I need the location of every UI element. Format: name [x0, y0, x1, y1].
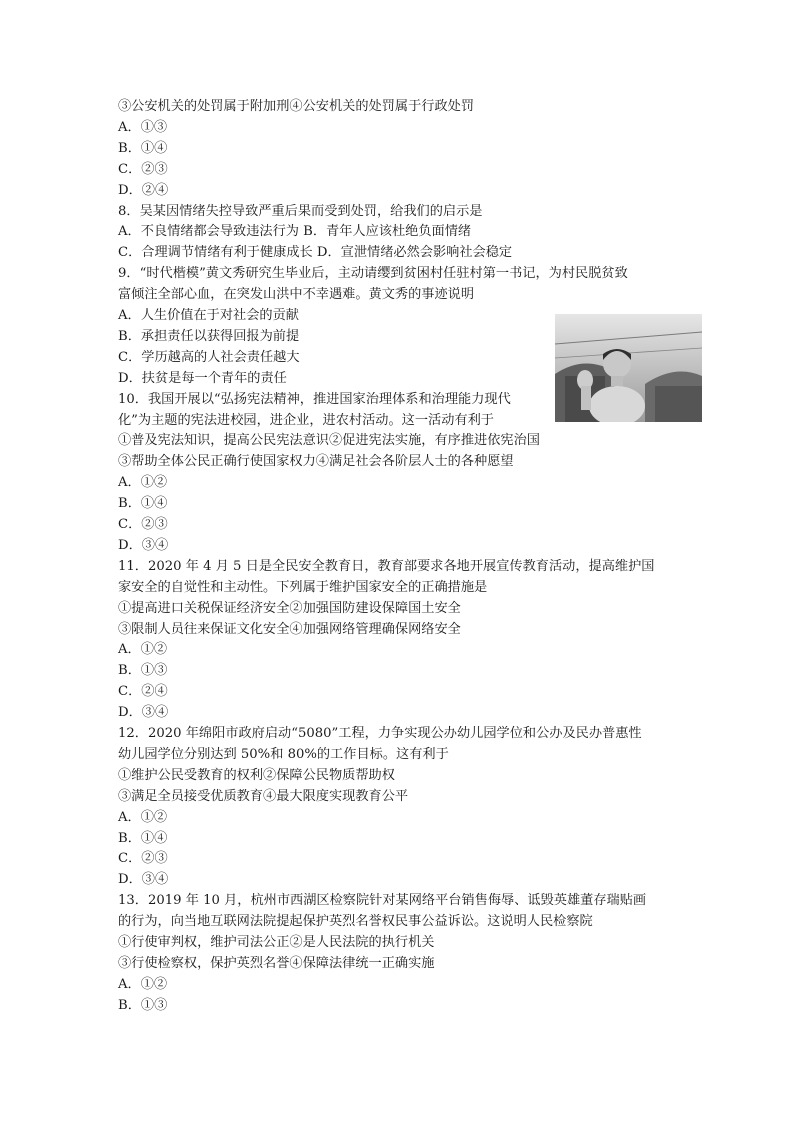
text-line: ③公安机关的处罚属于附加刑④公安机关的处罚属于行政处罚	[118, 99, 475, 114]
text-line: ③行使检察权，保护英烈名誉④保障法律统一正确实施	[118, 955, 435, 971]
text-line: C．学历越高的人社会责任越大	[118, 349, 300, 365]
text-line: C．②③	[118, 161, 168, 177]
text-line: D．②④	[118, 182, 169, 198]
text-line: C．②④	[118, 684, 168, 700]
text-line: 13．2019 年 10 月，杭州市西湖区检察院针对某网络平台销售侮辱、诋毁英雄董存瑞贴画	[118, 893, 647, 909]
text-line: B．①④	[118, 496, 168, 512]
text-line: A．不良情绪都会导致违法行为 B．青年人应该杜绝负面情绪	[118, 224, 472, 240]
text-line: ③帮助全体公民正确行使国家权力④满足社会各阶层人士的各种愿望	[118, 454, 514, 470]
text-line: A．①②	[118, 642, 168, 658]
text-line: A．①③	[118, 119, 168, 135]
text-line: ①维护公民受教育的权利②保障公民物质帮助权	[118, 767, 395, 783]
text-line: A．人生价值在于对社会的贡献	[118, 308, 299, 323]
text-line: 家安全的自觉性和主动性。下列属于维护国家安全的正确措施是	[118, 579, 488, 595]
text-line: 9．“时代楷模”黄文秀研究生毕业后，主动请缨到贫困村任驻村第一书记，为村民脱贫致	[118, 266, 628, 282]
text-line: B．承担责任以获得回报为前提	[118, 328, 300, 344]
text-line: 10．我国开展以“弘扬宪法精神，推进国家治理体系和治理能力现代	[118, 391, 511, 407]
text-line: ③满足全员接受优质教育④最大限度实现教育公平	[118, 788, 409, 804]
text-line: ①行使审判权，维护司法公正②是人民法院的执行机关	[118, 935, 435, 950]
huang-wenxiu-photo	[555, 314, 702, 422]
text-line: ①普及宪法知识，提高公民宪法意识②促进宪法实施，有序推进依宪治国	[118, 433, 540, 449]
text-line: 幼儿园学位分别达到 50%和 80%的工作目标。这有利于	[118, 746, 449, 762]
text-line: 富倾注全部心血，在突发山洪中不幸遇难。黄文秀的事迹说明	[118, 287, 475, 303]
text-line: B．①④	[118, 830, 168, 846]
text-line: D．③④	[118, 537, 169, 553]
text-line: 的行为，向当地互联网法院提起保护英烈名誉权民事公益诉讼。这说明人民检察院	[118, 914, 593, 930]
text-line: D．③④	[118, 705, 169, 721]
text-line: 化”为主题的宪法进校园，进企业，进农村活动。这一活动有利于	[118, 412, 494, 428]
text-line: A．①②	[118, 475, 168, 491]
text-line: 12．2020 年绵阳市政府启动“5080”工程，力争实现公办幼儿园学位和公办及民办普惠性	[118, 726, 642, 741]
text-line: A．①②	[118, 976, 168, 992]
text-line: 11．2020 年 4 月 5 日是全民安全教育日，教育部要求各地开展宣传教育活动，提高维护国	[118, 558, 655, 574]
text-line: A．①②	[118, 809, 168, 825]
text-line: ③限制人员往来保证文化安全④加强网络管理确保网络安全	[118, 621, 461, 637]
text-line: B．①④	[118, 140, 168, 156]
text-line: ①提高进口关税保证经济安全②加强国防建设保障国土安全	[118, 600, 461, 616]
text-line: B．①③	[118, 663, 168, 679]
text-line: C．②③	[118, 517, 168, 532]
text-line: 8．吴某因情绪失控导致严重后果而受到处罚，给我们的启示是	[118, 203, 483, 219]
text-line: D．扶贫是每一个青年的责任	[118, 370, 287, 386]
text-line: B．①③	[118, 997, 168, 1013]
text-line: D．③④	[118, 872, 169, 888]
text-line: C．合理调节情绪有利于健康成长 D．宣泄情绪必然会影响社会稳定	[118, 245, 513, 261]
text-line: C．②③	[118, 851, 168, 867]
